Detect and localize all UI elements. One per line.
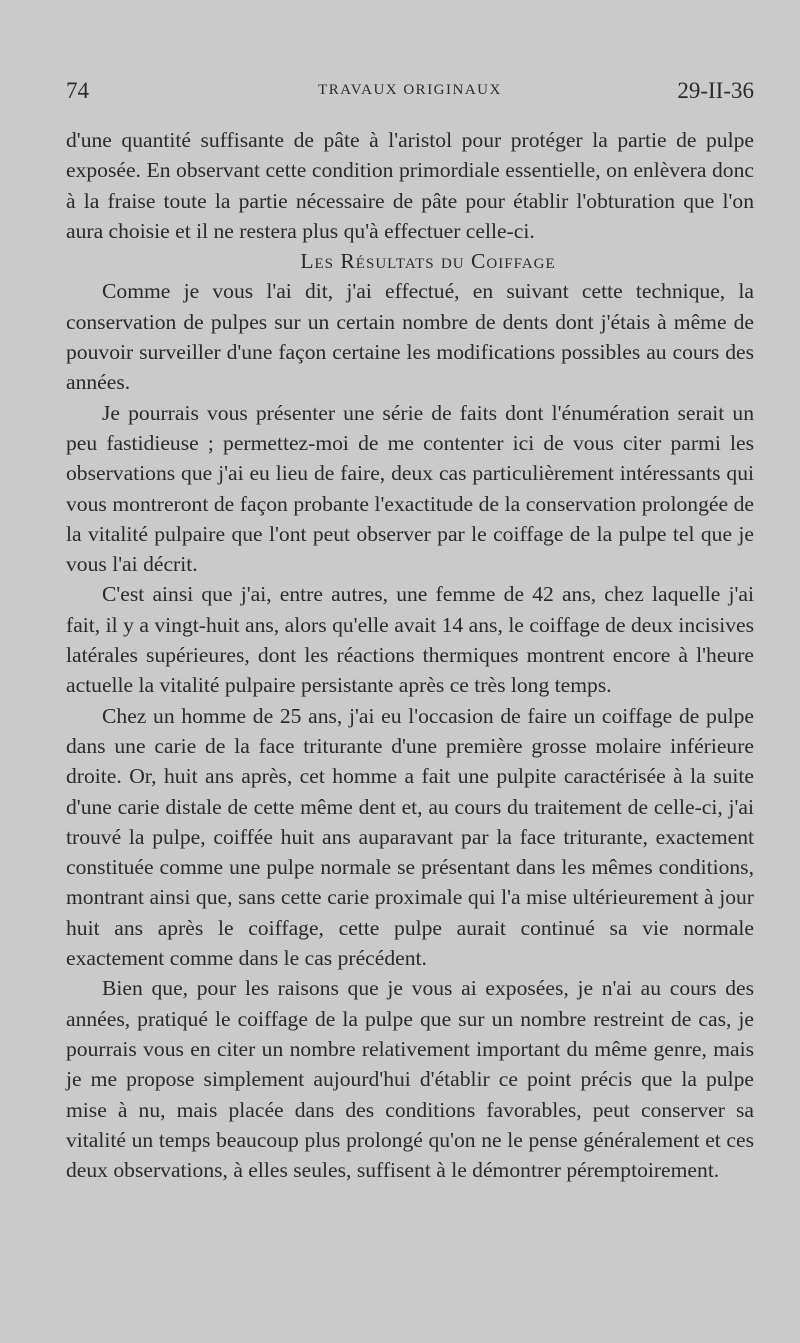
paragraph: Je pourrais vous présenter une série de faits dont l'énumération serait un peu fastidieuse ; permettez-moi de me contenter ici de vous citer parmi les observations que j'ai eu lieu de faire, deux cas particulièrement intéressants qui vous montreront de façon probante l'exactitude de la conservation prolongée de la vitalité pulpaire que l'ont peut observer par le coiffage de la pulpe tel que je vous l'ai décrit. — [66, 400, 754, 577]
issue-date: 29-II-36 — [677, 78, 754, 103]
page-number: 74 — [66, 78, 89, 103]
paragraph: Chez un homme de 25 ans, j'ai eu l'occasion de faire un coiffage de pulpe dans une carie de la face triturante d'une première grosse molaire inférieure droite. Or, huit ans après, cet homme a fait une pulpite caractérisée à la suite d'une carie distale de cette même dent et, au cours du traitement de celle-ci, j'ai trouvé la pulpe, coiffée huit ans auparavant par la face triturante, exactement constituée comme une pulpe normale se présentant dans les mêmes conditions, montrant ainsi que, sans cette carie proximale qui l'a mise ultérieurement à jour huit ans après le coiffage, cette pulpe aurait continué sa vie normale exactement comme dans le cas précédent. — [66, 703, 754, 971]
paragraph: Bien que, pour les raisons que je vous ai exposées, je n'ai au cours des années, pratiqué le coiffage de la pulpe que sur un nombre restreint de cas, je pourrais vous en citer un nombre relativement important du même genre, mais je me propose simplement aujourd'hui d'établir ce point précis que la pulpe mise à nu, mais placée dans des conditions favorables, peut conserver sa vitalité un temps beaucoup plus prolongé qu'on ne le pense généralement et ces deux observations, à elles seules, suffisent à le démontrer péremptoirement. — [66, 976, 754, 1183]
paragraph: Comme je vous l'ai dit, j'ai effectué, en suivant cette technique, la conservation de pulpes sur un certain nombre de dents dont j'étais à même de pouvoir surveiller d'une façon certaine les modifications possibles au cours des années. — [66, 279, 754, 395]
paragraph: C'est ainsi que j'ai, entre autres, une femme de 42 ans, chez laquelle j'ai fait, il y a vingt-huit ans, alors qu'elle avait 14 ans, le coiffage de deux incisives latérales supérieures, dont les réactions thermiques montrent encore à l'heure actuelle la vitalité pulpaire persistante après ce très long temps. — [66, 582, 754, 698]
paragraph-continued: d'une quantité suffisante de pâte à l'aristol pour protéger la partie de pulpe exposée. En observant cette condition primordiale essentielle, on enlèvera donc à la fraise toute la partie nécessaire de pâte pour établir l'obturation que l'on aura choisie et il ne restera plus qu'à effectuer celle-ci. — [66, 128, 754, 243]
running-title: TRAVAUX ORIGINAUX — [318, 82, 502, 98]
page-header — [66, 78, 754, 108]
page-body — [66, 125, 754, 1185]
section-heading: Les Résultats du Coiffage — [300, 249, 556, 274]
